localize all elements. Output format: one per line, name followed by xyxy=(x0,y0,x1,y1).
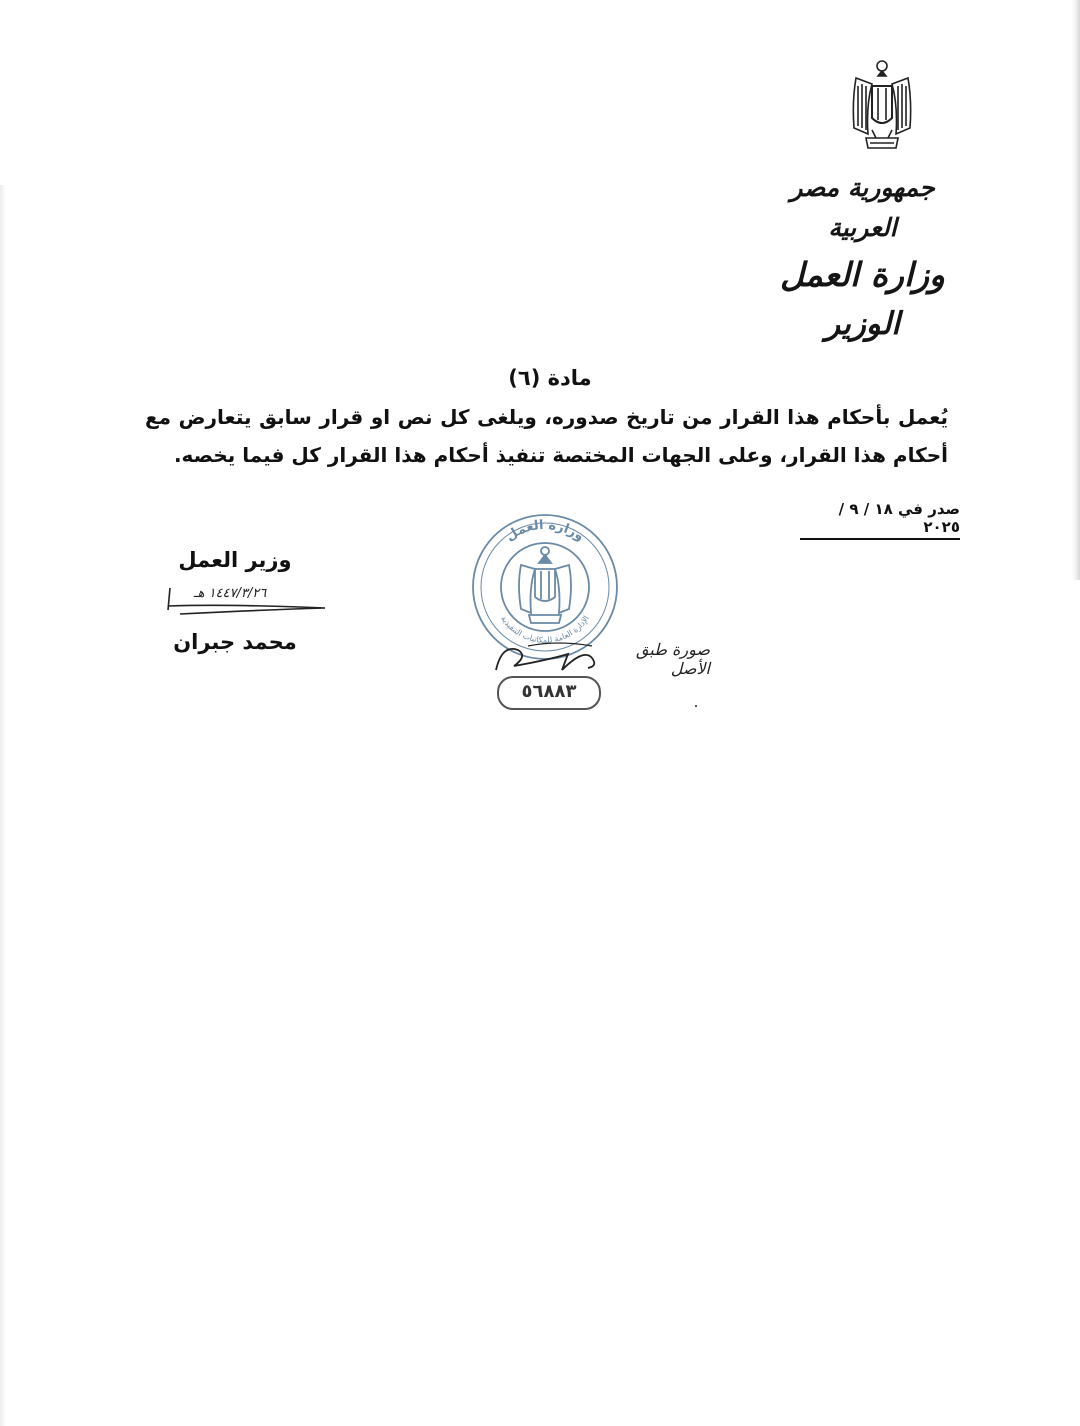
scan-dot xyxy=(695,705,697,707)
issued-date: صدر في ١٨ / ٩ / ٢٠٢٥ xyxy=(800,500,960,540)
scan-edge-right xyxy=(1072,0,1080,580)
minister-signature-block xyxy=(140,540,330,664)
stamp-inner-text: الإدارة العامة للمكاتبات التنفيذية xyxy=(499,614,591,645)
minister-office: الوزير xyxy=(825,306,900,342)
copy-note: صورة طبق الأصل xyxy=(636,640,710,678)
handwritten-date: ١٤٤٧/٣/٢٦ هـ xyxy=(193,586,267,601)
ministry-name: وزارة العمل xyxy=(780,255,945,294)
scan-edge-left xyxy=(0,185,6,1426)
letterhead xyxy=(760,168,965,346)
minister-signature xyxy=(140,580,330,620)
minister-title: وزير العمل xyxy=(178,548,292,572)
stamp-ring-text: وزارة العمل xyxy=(503,517,587,545)
article-body: يُعمل بأحكام هذا القرار من تاريخ صدوره، ويلغى كل نص او قرار سابق يتعارض مع أحكام هذا القرار، وعلى الجهات المختصة تنفيذ أحكام هذا القرار كل فيما يخصه. xyxy=(145,405,948,467)
stamp-serial-number: ٥٦٨٨٣ xyxy=(497,676,601,710)
minister-name: محمد جبران xyxy=(173,630,297,654)
republic-name: جمهورية مصر العربية xyxy=(790,173,935,242)
article-title: مادة (٦) xyxy=(508,366,592,390)
eagle-emblem-icon xyxy=(846,56,918,156)
